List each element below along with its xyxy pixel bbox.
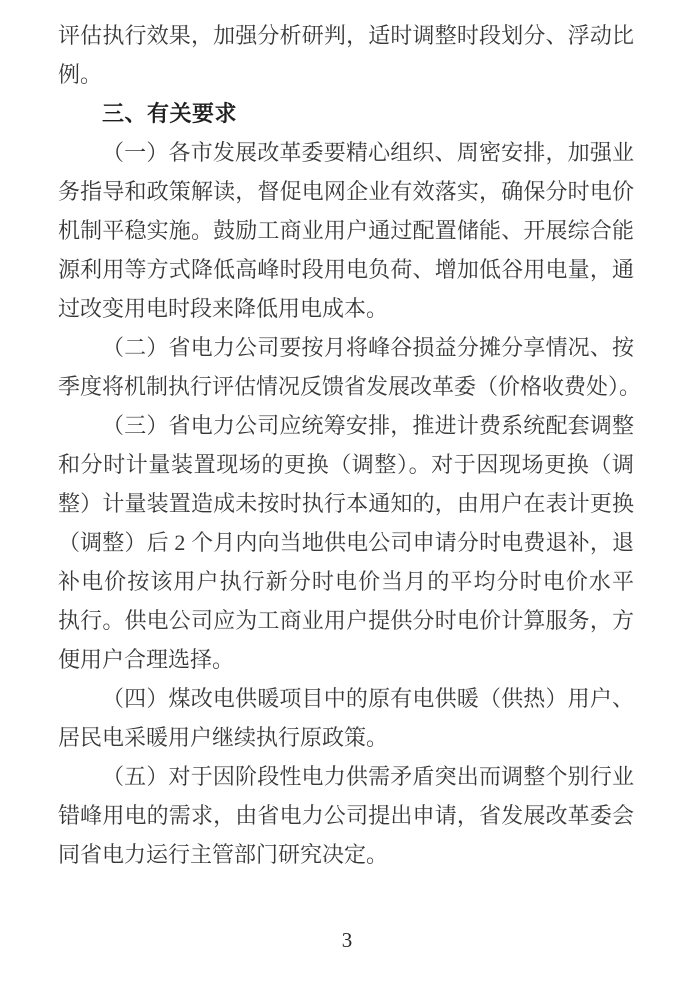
body-line: （四）煤改电供暖项目中的原有电供暖（供热）用户、 xyxy=(102,686,634,711)
section-heading: 三、有关要求 xyxy=(102,101,238,126)
document-body xyxy=(58,16,642,874)
body-line: （一）各市发展改革委要精心组织、周密安排，加强业 xyxy=(102,140,634,165)
body-line: 机制平稳实施。鼓励工商业用户通过配置储能、开展综合能 xyxy=(58,218,634,243)
body-line: 源利用等方式降低高峰时段用电负荷、增加低谷用电量，通 xyxy=(58,257,634,282)
body-line: 补电价按该用户执行新分时电价当月的平均分时电价水平 xyxy=(58,569,634,594)
body-line: （五）对于因阶段性电力供需矛盾突出而调整个别行业 xyxy=(102,764,634,789)
page-number: 3 xyxy=(341,928,353,952)
body-line: 评估执行效果，加强分析研判，适时调整时段划分、浮动比 xyxy=(58,23,634,48)
body-line: （调整）后 2 个月内向当地供电公司申请分时电费退补，退 xyxy=(58,530,634,555)
body-line: 执行。供电公司应为工商业用户提供分时电价计算服务，方 xyxy=(58,608,634,633)
body-line: 和分时计量装置现场的更换（调整）。对于因现场更换（调 xyxy=(58,452,634,477)
body-line: 过改变用电时段来降低用电成本。 xyxy=(58,296,389,321)
body-line: 居民电采暖用户继续执行原政策。 xyxy=(58,725,389,750)
body-line: （三）省电力公司应统筹安排，推进计费系统配套调整 xyxy=(102,413,634,438)
body-line: 便用户合理选择。 xyxy=(58,647,235,672)
body-line: 务指导和政策解读，督促电网企业有效落实，确保分时电价 xyxy=(58,179,634,204)
body-line: （二）省电力公司要按月将峰谷损益分摊分享情况、按 xyxy=(102,335,634,360)
body-line: 季度将机制执行评估情况反馈省发展改革委（价格收费处）。 xyxy=(58,374,642,399)
body-line: 整）计量装置造成未按时执行本通知的，由用户在表计更换 xyxy=(58,491,634,516)
body-line: 例。 xyxy=(58,62,103,87)
body-line: 错峰用电的需求，由省电力公司提出申请，省发展改革委会 xyxy=(58,803,634,828)
body-line: 同省电力运行主管部门研究决定。 xyxy=(58,842,389,867)
